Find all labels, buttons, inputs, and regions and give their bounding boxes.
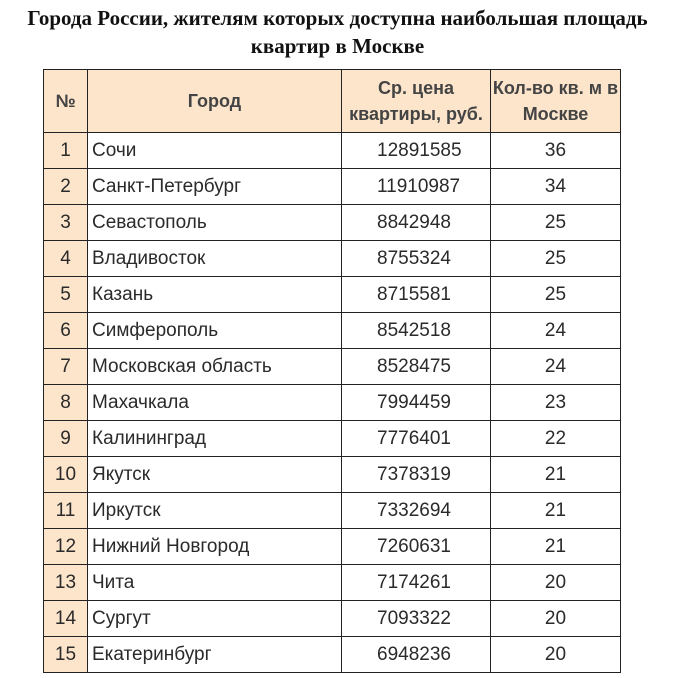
row-number: 8: [44, 385, 88, 421]
table-row: [44, 601, 621, 637]
table-row: [44, 493, 621, 529]
row-number: 15: [44, 637, 88, 673]
row-city: Казань: [88, 277, 342, 313]
table-row: [44, 637, 621, 673]
row-city: Севастополь: [88, 205, 342, 241]
row-city: Иркутск: [88, 493, 342, 529]
table-row: [44, 421, 621, 457]
table-row: [44, 313, 621, 349]
row-avg-price: 7332694: [342, 493, 491, 529]
row-number: 3: [44, 205, 88, 241]
row-city: Махачкала: [88, 385, 342, 421]
row-sq-meters: 36: [491, 133, 621, 169]
row-sq-meters: 20: [491, 565, 621, 601]
row-number: 5: [44, 277, 88, 313]
table-row: [44, 349, 621, 385]
table-header-row: [44, 70, 621, 133]
row-number: 13: [44, 565, 88, 601]
row-sq-meters: 25: [491, 205, 621, 241]
row-city: Санкт-Петербург: [88, 169, 342, 205]
row-avg-price: 7994459: [342, 385, 491, 421]
header-number: №: [44, 70, 88, 133]
row-avg-price: 11910987: [342, 169, 491, 205]
row-city: Владивосток: [88, 241, 342, 277]
row-number: 1: [44, 133, 88, 169]
table-row: [44, 385, 621, 421]
table-row: [44, 241, 621, 277]
table-row: [44, 205, 621, 241]
row-city: Симферополь: [88, 313, 342, 349]
row-number: 9: [44, 421, 88, 457]
row-sq-meters: 22: [491, 421, 621, 457]
row-sq-meters: 20: [491, 601, 621, 637]
row-sq-meters: 24: [491, 349, 621, 385]
row-city: Московская область: [88, 349, 342, 385]
row-avg-price: 8528475: [342, 349, 491, 385]
header-sq-meters: Кол-во кв. м в Москве: [491, 70, 621, 133]
table-row: [44, 457, 621, 493]
row-number: 2: [44, 169, 88, 205]
table-body: [44, 133, 621, 673]
row-sq-meters: 21: [491, 493, 621, 529]
row-sq-meters: 34: [491, 169, 621, 205]
row-avg-price: 8842948: [342, 205, 491, 241]
row-avg-price: 7378319: [342, 457, 491, 493]
row-avg-price: 12891585: [342, 133, 491, 169]
row-avg-price: 8715581: [342, 277, 491, 313]
row-number: 6: [44, 313, 88, 349]
row-number: 11: [44, 493, 88, 529]
row-sq-meters: 23: [491, 385, 621, 421]
row-sq-meters: 21: [491, 529, 621, 565]
table-row: [44, 277, 621, 313]
row-avg-price: 7174261: [342, 565, 491, 601]
row-avg-price: 7260631: [342, 529, 491, 565]
row-sq-meters: 25: [491, 277, 621, 313]
row-avg-price: 6948236: [342, 637, 491, 673]
row-number: 14: [44, 601, 88, 637]
row-city: Калининград: [88, 421, 342, 457]
row-number: 10: [44, 457, 88, 493]
row-city: Чита: [88, 565, 342, 601]
row-number: 4: [44, 241, 88, 277]
table-row: [44, 529, 621, 565]
row-sq-meters: 20: [491, 637, 621, 673]
table-row: [44, 169, 621, 205]
row-avg-price: 8755324: [342, 241, 491, 277]
table-row: [44, 133, 621, 169]
row-sq-meters: 24: [491, 313, 621, 349]
row-avg-price: 7093322: [342, 601, 491, 637]
row-number: 7: [44, 349, 88, 385]
row-city: Сочи: [88, 133, 342, 169]
header-avg-price: Ср. цена квартиры, руб.: [342, 70, 491, 133]
row-sq-meters: 21: [491, 457, 621, 493]
row-number: 12: [44, 529, 88, 565]
row-avg-price: 7776401: [342, 421, 491, 457]
row-city: Екатеринбург: [88, 637, 342, 673]
cities-table: [43, 69, 621, 673]
row-city: Нижний Новгород: [88, 529, 342, 565]
header-city: Город: [88, 70, 342, 133]
table-row: [44, 565, 621, 601]
row-city: Сургут: [88, 601, 342, 637]
row-avg-price: 8542518: [342, 313, 491, 349]
row-sq-meters: 25: [491, 241, 621, 277]
page-title: Города России, жителям которых доступна наибольшая площадь квартир в Москве: [27, 6, 648, 58]
row-city: Якутск: [88, 457, 342, 493]
